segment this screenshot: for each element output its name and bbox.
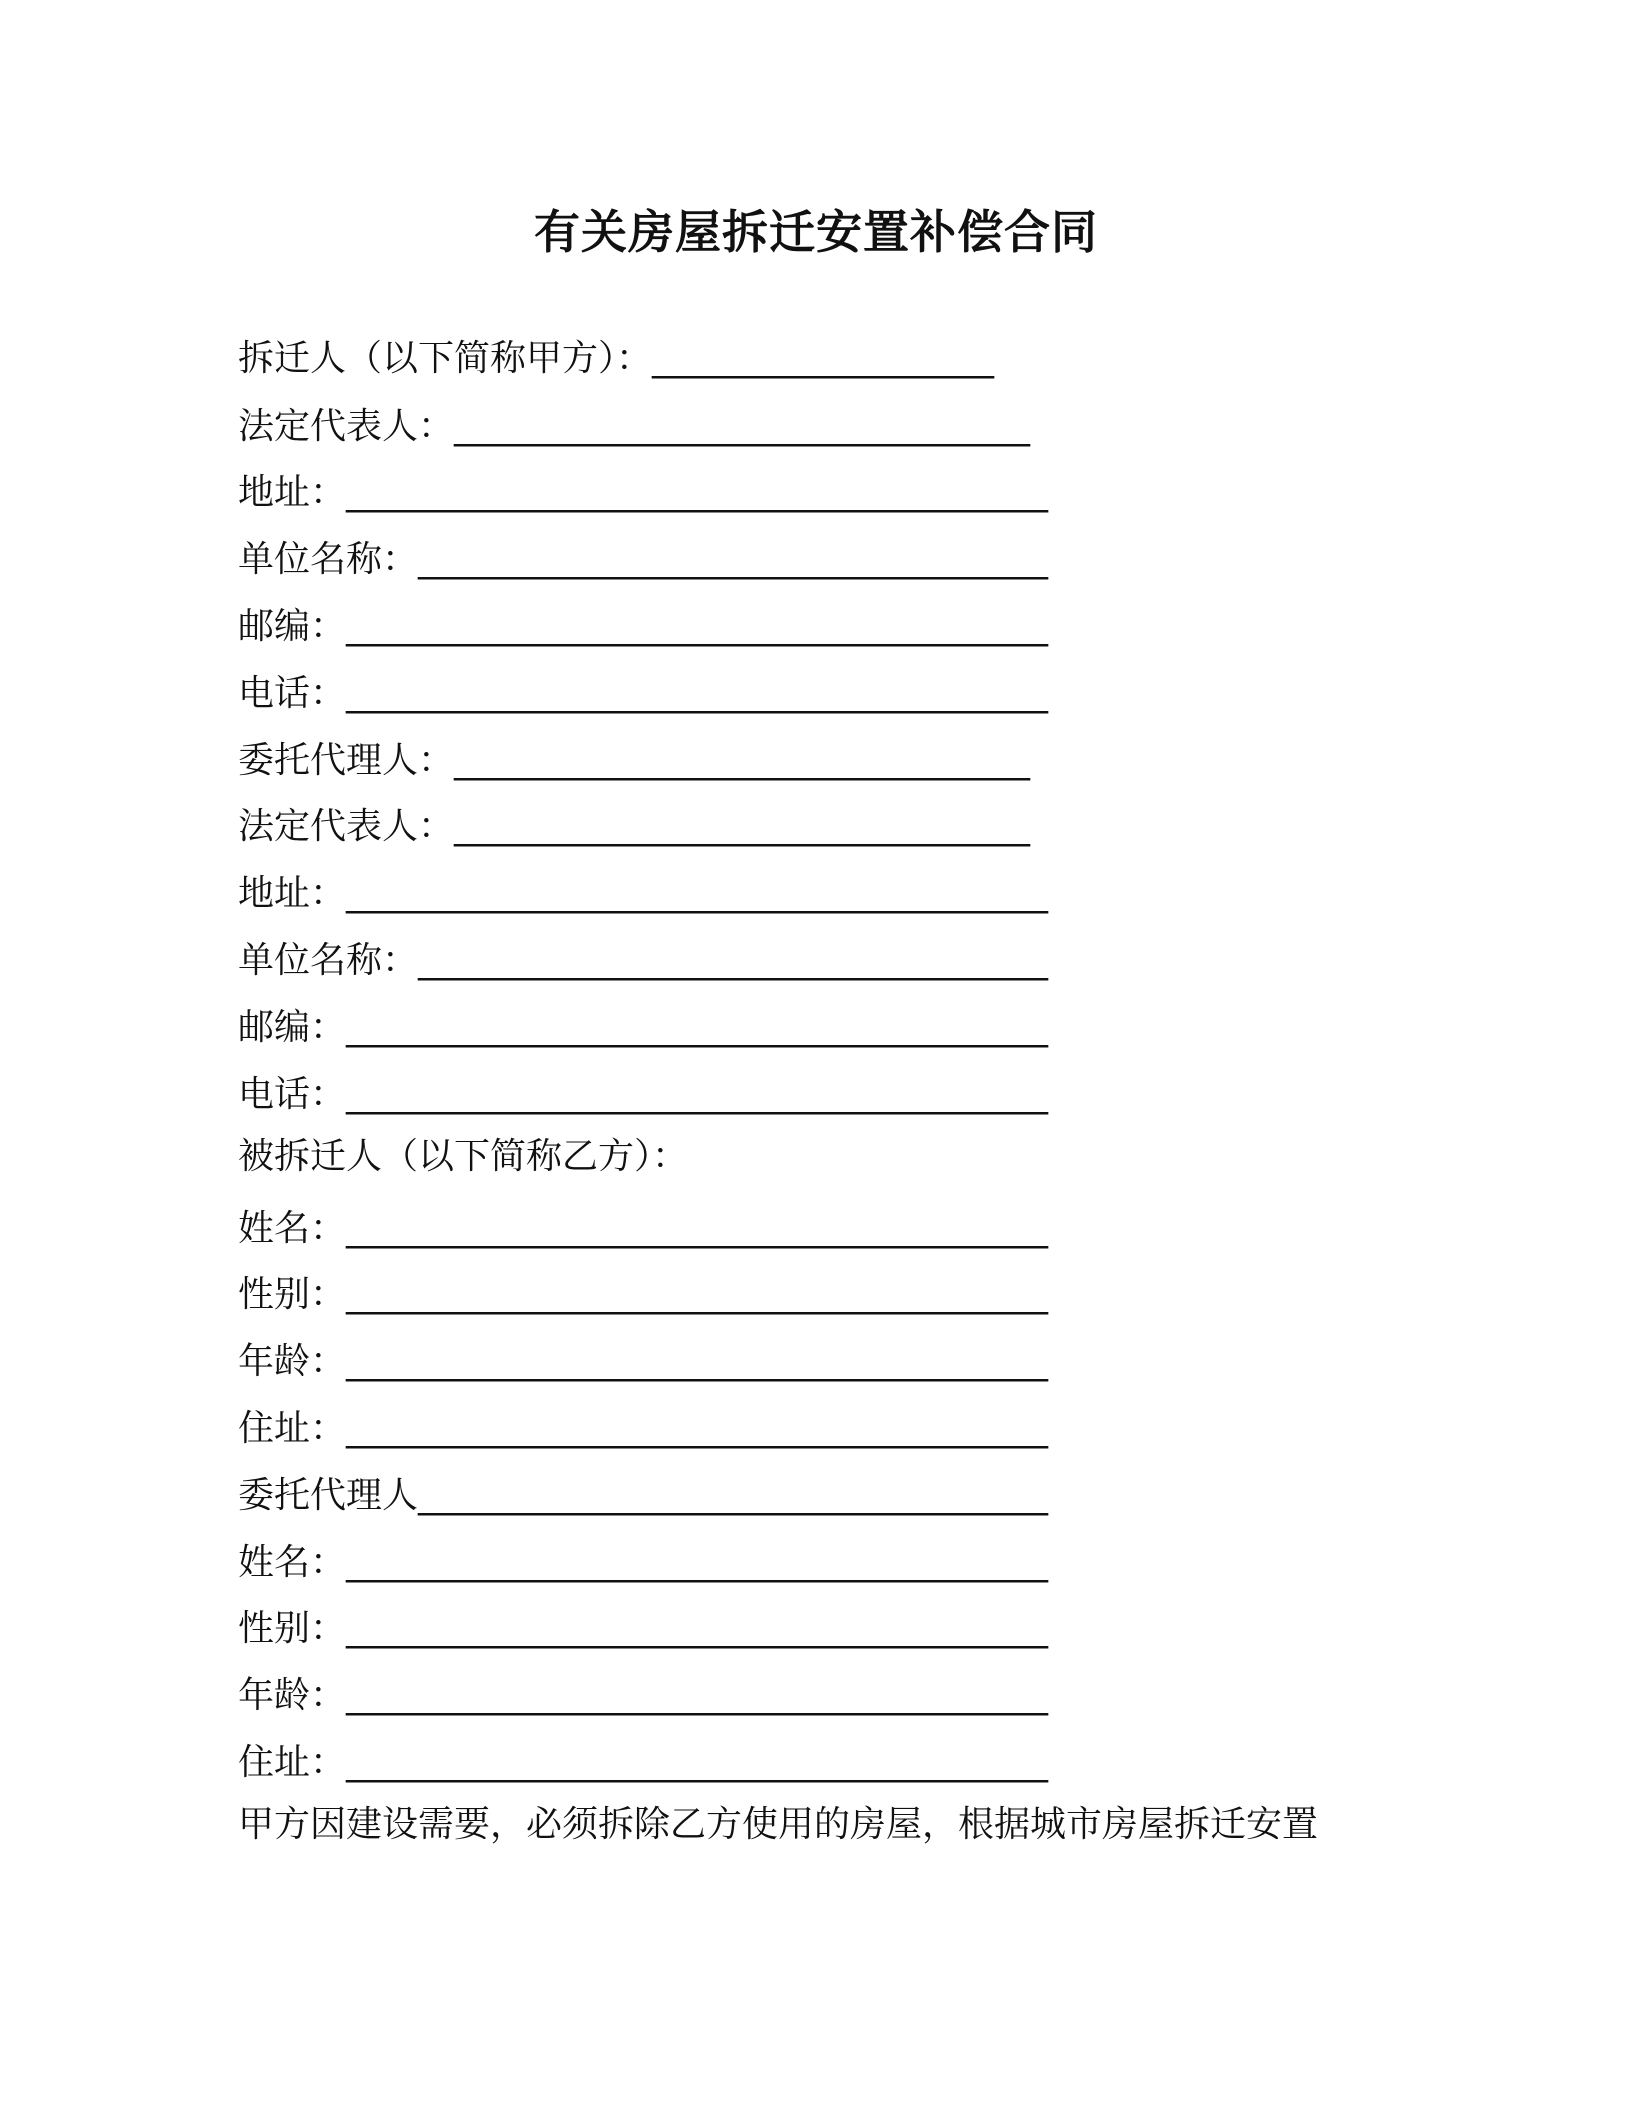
unit-name-line: 单位名称：___________________________________	[238, 539, 1049, 580]
address-line-2: 地址：_______________________________________	[238, 873, 1049, 914]
gender-line: 性别：_______________________________________	[238, 1274, 1049, 1315]
residence-line-2: 住址：_______________________________________	[238, 1742, 1049, 1783]
body-paragraph: 甲方因建设需要，必须拆除乙方使用的房屋，根据城市房屋拆迁安置	[238, 1804, 1319, 1845]
legal-representative-line-2: 法定代表人：________________________________	[238, 806, 1031, 847]
postcode-line-2: 邮编：_______________________________________	[238, 1007, 1049, 1048]
demolisher-party-a-line: 拆迁人（以下简称甲方）：___________________	[238, 338, 995, 379]
age-line-2: 年龄：_______________________________________	[238, 1675, 1049, 1716]
unit-name-line-2: 单位名称：___________________________________	[238, 940, 1049, 981]
legal-representative-line: 法定代表人：________________________________	[238, 406, 1031, 447]
name-line-2: 姓名：_______________________________________	[238, 1542, 1049, 1583]
name-line: 姓名：_______________________________________	[238, 1208, 1049, 1249]
entrusted-agent-line: 委托代理人：________________________________	[238, 740, 1031, 781]
phone-line: 电话：_______________________________________	[238, 673, 1049, 714]
age-line: 年龄：_______________________________________	[238, 1341, 1049, 1382]
address-line: 地址：_______________________________________	[238, 472, 1049, 513]
document-title: 有关房屋拆迁安置补偿合同	[534, 205, 1098, 259]
phone-line-2: 电话：_______________________________________	[238, 1074, 1049, 1115]
residence-line: 住址：_______________________________________	[238, 1408, 1049, 1449]
postcode-line: 邮编：_______________________________________	[238, 606, 1049, 647]
entrusted-agent-line-b: 委托代理人___________________________________	[238, 1475, 1049, 1516]
relocatee-party-b-line: 被拆迁人（以下简称乙方）：	[238, 1136, 689, 1177]
gender-line-2: 性别：_______________________________________	[238, 1608, 1049, 1649]
